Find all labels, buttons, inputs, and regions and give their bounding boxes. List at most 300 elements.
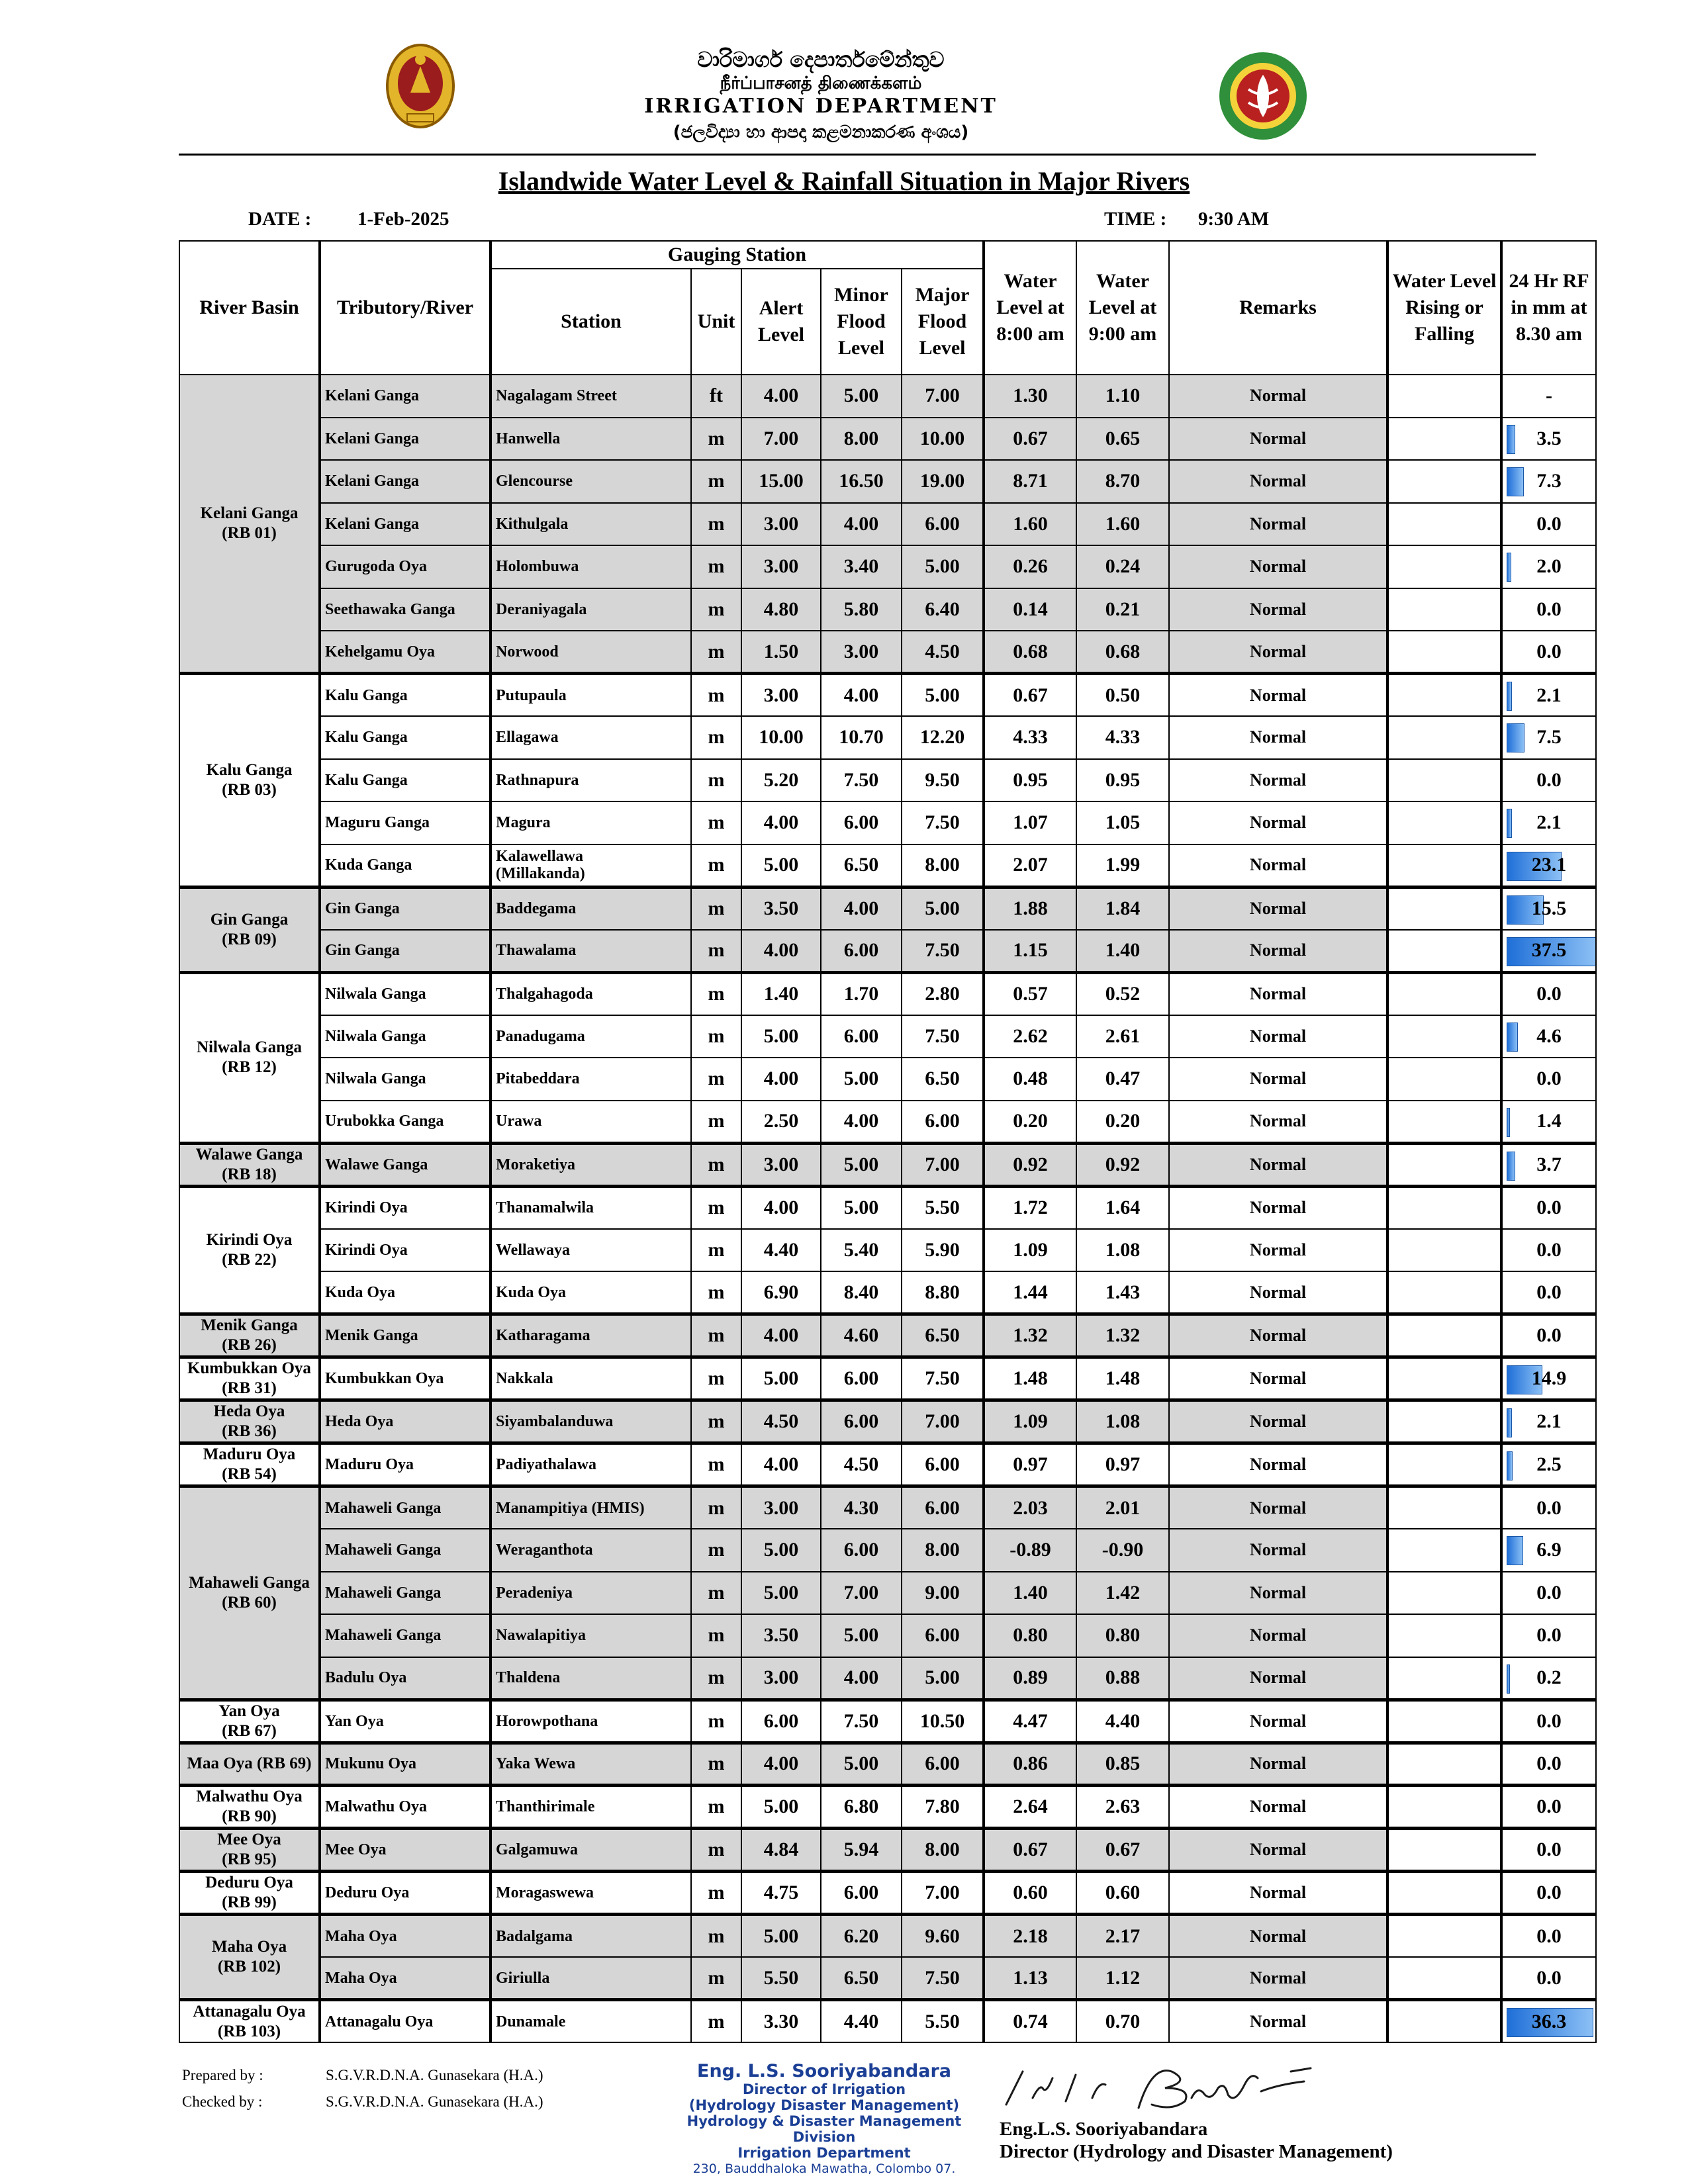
tributory-cell: Kalu Ganga <box>320 759 491 802</box>
tributory-cell: Menik Ganga <box>320 1314 491 1357</box>
tributory-cell: Malwathu Oya <box>320 1786 491 1829</box>
remarks-cell: Normal <box>1169 1101 1387 1144</box>
table-row <box>179 631 1596 674</box>
water-level-8am-cell: 2.62 <box>984 1015 1076 1058</box>
water-level-8am-cell: 1.60 <box>984 503 1076 546</box>
rainfall-cell <box>1501 1357 1596 1400</box>
remarks-cell: Normal <box>1169 1786 1387 1829</box>
station-cell: Baddegama <box>491 887 691 930</box>
table-row <box>179 1357 1596 1400</box>
table-row <box>179 1271 1596 1314</box>
remarks-cell: Normal <box>1169 2000 1387 2043</box>
unit-cell: m <box>691 545 741 588</box>
signer-name: Eng.L.S. Sooriyabandara <box>1000 2118 1208 2140</box>
station-cell: Thaldena <box>491 1657 691 1700</box>
water-level-9am-cell: 0.47 <box>1076 1058 1169 1101</box>
station-cell: Galgamuwa <box>491 1829 691 1872</box>
unit-cell: m <box>691 1101 741 1144</box>
rainfall-cell <box>1501 503 1596 546</box>
rainfall-cell <box>1501 1529 1596 1572</box>
table-row <box>179 1186 1596 1229</box>
major-flood-cell: 6.00 <box>902 1101 984 1144</box>
unit-cell: m <box>691 674 741 717</box>
rainfall-cell <box>1501 1229 1596 1272</box>
table-row <box>179 1314 1596 1357</box>
alert-level-cell: 3.00 <box>741 503 821 546</box>
alert-level-cell: 5.00 <box>741 844 821 887</box>
alert-level-cell: 4.00 <box>741 375 821 418</box>
river-basin-cell <box>179 1357 320 1400</box>
station-cell: Glencourse <box>491 460 691 503</box>
remarks-cell: Normal <box>1169 1314 1387 1357</box>
water-level-8am-cell: 0.86 <box>984 1743 1076 1786</box>
water-level-8am-cell: 2.03 <box>984 1486 1076 1529</box>
river-basin-label: (RB 99) <box>222 1893 277 1911</box>
department-name-english: IRRIGATION DEPARTMENT <box>644 95 998 118</box>
river-basin-label: (RB 01) <box>222 524 277 542</box>
minor-flood-cell: 4.00 <box>821 503 902 546</box>
remarks-cell: Normal <box>1169 588 1387 631</box>
tributory-cell: Kuda Ganga <box>320 844 491 887</box>
unit-cell: m <box>691 588 741 631</box>
unit-cell: m <box>691 1700 741 1743</box>
minor-flood-cell: 6.00 <box>821 1872 902 1915</box>
rainfall-bar <box>1507 467 1524 496</box>
tributory-cell: Nilwala Ganga <box>320 972 491 1015</box>
remarks-cell: Normal <box>1169 844 1387 887</box>
remarks-cell: Normal <box>1169 930 1387 973</box>
station-cell: Deraniyagala <box>491 588 691 631</box>
rising-falling-cell <box>1387 716 1501 759</box>
rising-falling-cell <box>1387 1872 1501 1915</box>
rainfall-value: 0.0 <box>1536 1882 1562 1903</box>
rising-falling-cell <box>1387 631 1501 674</box>
rainfall-value: 0.0 <box>1536 1796 1562 1817</box>
minor-flood-cell: 3.00 <box>821 631 902 674</box>
rainfall-value: 3.5 <box>1536 427 1562 449</box>
alert-level-cell: 4.00 <box>741 801 821 844</box>
minor-flood-cell: 1.70 <box>821 972 902 1015</box>
station-cell: Peradeniya <box>491 1572 691 1615</box>
water-level-9am-cell: 1.60 <box>1076 503 1169 546</box>
water-level-8am-cell: 0.57 <box>984 972 1076 1015</box>
rainfall-cell <box>1501 674 1596 717</box>
water-level-9am-cell: 1.42 <box>1076 1572 1169 1615</box>
rainfall-bar <box>1507 682 1512 711</box>
station-cell: Yaka Wewa <box>491 1743 691 1786</box>
rainfall-bar <box>1507 1408 1512 1437</box>
major-flood-cell: 6.50 <box>902 1058 984 1101</box>
unit-cell: m <box>691 1400 741 1443</box>
rainfall-value: 4.6 <box>1536 1024 1562 1047</box>
table-row <box>179 1915 1596 1958</box>
major-flood-cell: 2.80 <box>902 972 984 1015</box>
remarks-cell: Normal <box>1169 375 1387 418</box>
rising-falling-cell <box>1387 972 1501 1015</box>
remarks-cell: Normal <box>1169 1486 1387 1529</box>
alert-level-cell: 3.00 <box>741 1486 821 1529</box>
rainfall-cell <box>1501 631 1596 674</box>
table-row <box>179 1229 1596 1272</box>
rainfall-cell <box>1501 1614 1596 1657</box>
water-level-9am-cell: 0.92 <box>1076 1143 1169 1186</box>
unit-cell: m <box>691 1314 741 1357</box>
alert-level-cell: 5.00 <box>741 1529 821 1572</box>
station-cell: Manampitiya (HMIS) <box>491 1486 691 1529</box>
water-level-8am-cell: 0.68 <box>984 631 1076 674</box>
minor-flood-cell: 7.50 <box>821 1700 902 1743</box>
alert-level-cell: 6.90 <box>741 1271 821 1314</box>
rainfall-cell <box>1501 1314 1596 1357</box>
rising-falling-cell <box>1387 545 1501 588</box>
department-name-block <box>523 46 1119 146</box>
major-flood-cell: 12.20 <box>902 716 984 759</box>
table-row <box>179 460 1596 503</box>
department-name-tamil: நீர்ப்பாசனத் திணைக்களம் <box>720 73 922 93</box>
rainfall-value: 15.5 <box>1531 897 1567 919</box>
remarks-cell: Normal <box>1169 1700 1387 1743</box>
water-level-8am-cell: 0.67 <box>984 674 1076 717</box>
rising-falling-cell <box>1387 844 1501 887</box>
rainfall-bar <box>1507 1023 1518 1052</box>
major-flood-cell: 7.50 <box>902 1357 984 1400</box>
table-row <box>179 1529 1596 1572</box>
rainfall-cell <box>1501 545 1596 588</box>
irrigation-department-logo-icon <box>1217 50 1309 142</box>
alert-level-cell: 4.80 <box>741 588 821 631</box>
rainfall-value: 0.0 <box>1536 1966 1562 1989</box>
rainfall-cell <box>1501 1143 1596 1186</box>
water-level-8am-cell: 0.89 <box>984 1657 1076 1700</box>
unit-cell: m <box>691 1357 741 1400</box>
col-header-gauging-station: Gauging Station <box>491 241 984 269</box>
station-cell: Moragaswewa <box>491 1872 691 1915</box>
rainfall-cell <box>1501 1400 1596 1443</box>
water-level-8am-cell: 1.44 <box>984 1271 1076 1314</box>
water-level-9am-cell: 0.65 <box>1076 418 1169 461</box>
station-cell: Moraketiya <box>491 1143 691 1186</box>
table-row <box>179 1486 1596 1529</box>
minor-flood-cell: 5.40 <box>821 1229 902 1272</box>
rainfall-cell <box>1501 930 1596 973</box>
station-cell: Thalgahagoda <box>491 972 691 1015</box>
river-basin-label: Kelani Ganga <box>200 504 299 522</box>
table-row <box>179 1058 1596 1101</box>
time-label: TIME : <box>1104 208 1167 230</box>
major-flood-cell: 6.40 <box>902 588 984 631</box>
date-label: DATE : <box>248 208 312 230</box>
major-flood-cell: 9.00 <box>902 1572 984 1615</box>
station-cell: Kalawellawa (Millakanda) <box>491 844 691 887</box>
table-row <box>179 545 1596 588</box>
alert-level-cell: 4.75 <box>741 1872 821 1915</box>
rainfall-cell <box>1501 418 1596 461</box>
stamp-line: Hydrology & Disaster Management Division <box>686 2113 962 2145</box>
signer-block <box>1000 2118 1393 2163</box>
station-cell: Ellagawa <box>491 716 691 759</box>
major-flood-cell: 9.50 <box>902 759 984 802</box>
river-basin-label: (RB 60) <box>222 1593 277 1612</box>
table-row <box>179 2000 1596 2043</box>
unit-cell: m <box>691 503 741 546</box>
rainfall-value: 0.0 <box>1536 1324 1562 1346</box>
tributory-cell: Nilwala Ganga <box>320 1058 491 1101</box>
col-header-water-level-9am: Water Level at 9:00 am <box>1076 241 1169 375</box>
major-flood-cell: 10.00 <box>902 418 984 461</box>
rainfall-value: 7.3 <box>1536 470 1562 492</box>
water-level-9am-cell: -0.90 <box>1076 1529 1169 1572</box>
major-flood-cell: 7.50 <box>902 801 984 844</box>
col-header-rising-falling: Water Level Rising or Falling <box>1387 241 1501 375</box>
rainfall-value: 1.4 <box>1536 1110 1562 1132</box>
rising-falling-cell <box>1387 1357 1501 1400</box>
rainfall-bar <box>1507 1664 1510 1694</box>
col-header-unit: Unit <box>691 269 741 375</box>
water-level-9am-cell: 0.88 <box>1076 1657 1169 1700</box>
major-flood-cell: 9.60 <box>902 1915 984 1958</box>
minor-flood-cell: 5.00 <box>821 375 902 418</box>
remarks-cell: Normal <box>1169 1400 1387 1443</box>
alert-level-cell: 15.00 <box>741 460 821 503</box>
rainfall-value: 0.0 <box>1536 1281 1562 1303</box>
remarks-cell: Normal <box>1169 1915 1387 1958</box>
minor-flood-cell: 5.00 <box>821 1614 902 1657</box>
rainfall-value: 0.0 <box>1536 1238 1562 1261</box>
river-basin-cell <box>179 887 320 972</box>
col-header-alert-level: Alert Level <box>741 269 821 375</box>
tributory-cell: Walawe Ganga <box>320 1143 491 1186</box>
unit-cell: m <box>691 1743 741 1786</box>
alert-level-cell: 5.20 <box>741 759 821 802</box>
remarks-cell: Normal <box>1169 1572 1387 1615</box>
rainfall-value: 2.1 <box>1536 684 1562 706</box>
minor-flood-cell: 5.00 <box>821 1186 902 1229</box>
col-header-rainfall: 24 Hr RF in mm at 8.30 am <box>1501 241 1596 375</box>
water-level-8am-cell: 1.09 <box>984 1229 1076 1272</box>
river-basin-cell <box>179 674 320 887</box>
rainfall-value: 0.0 <box>1536 1839 1562 1860</box>
major-flood-cell: 7.00 <box>902 1400 984 1443</box>
river-basin-label: Attanagalu Oya <box>193 2002 306 2021</box>
station-cell: Nagalagam Street <box>491 375 691 418</box>
rainfall-value: 0.0 <box>1536 1581 1562 1604</box>
rising-falling-cell <box>1387 1101 1501 1144</box>
minor-flood-cell: 6.50 <box>821 844 902 887</box>
river-basin-cell <box>179 1872 320 1915</box>
unit-cell: m <box>691 887 741 930</box>
rising-falling-cell <box>1387 588 1501 631</box>
tributory-cell: Kelani Ganga <box>320 375 491 418</box>
water-level-9am-cell: 2.63 <box>1076 1786 1169 1829</box>
document-header <box>179 40 1529 152</box>
unit-cell: m <box>691 631 741 674</box>
water-level-9am-cell: 1.12 <box>1076 1957 1169 2000</box>
rising-falling-cell <box>1387 1657 1501 1700</box>
station-cell: Nakkala <box>491 1357 691 1400</box>
station-cell: Horowpothana <box>491 1700 691 1743</box>
station-cell: Giriulla <box>491 1957 691 2000</box>
major-flood-cell: 5.00 <box>902 887 984 930</box>
unit-cell: m <box>691 1915 741 1958</box>
minor-flood-cell: 6.20 <box>821 1915 902 1958</box>
table-row <box>179 1957 1596 2000</box>
rainfall-cell <box>1501 844 1596 887</box>
alert-level-cell: 4.00 <box>741 1058 821 1101</box>
rainfall-value: 2.1 <box>1536 1410 1562 1432</box>
water-level-9am-cell: 4.33 <box>1076 716 1169 759</box>
table-row <box>179 674 1596 717</box>
unit-cell: m <box>691 1015 741 1058</box>
river-basin-label: Deduru Oya <box>205 1874 293 1891</box>
remarks-cell: Normal <box>1169 759 1387 802</box>
rising-falling-cell <box>1387 1957 1501 2000</box>
prepared-by-name: S.G.V.R.D.N.A. Gunasekara (H.A.) <box>326 2067 543 2083</box>
rainfall-cell <box>1501 1101 1596 1144</box>
rising-falling-cell <box>1387 1400 1501 1443</box>
water-level-8am-cell: 1.88 <box>984 887 1076 930</box>
alert-level-cell: 3.00 <box>741 545 821 588</box>
rainfall-value: 0.0 <box>1536 983 1562 1005</box>
minor-flood-cell: 6.00 <box>821 1357 902 1400</box>
remarks-cell: Normal <box>1169 1143 1387 1186</box>
stamp-line: (Hydrology Disaster Management) <box>688 2097 960 2113</box>
signer-title: Director (Hydrology and Disaster Management) <box>1000 2141 1393 2162</box>
major-flood-cell: 8.00 <box>902 844 984 887</box>
minor-flood-cell: 10.70 <box>821 716 902 759</box>
rising-falling-cell <box>1387 1486 1501 1529</box>
river-basin-label: Maha Oya <box>211 1938 287 1956</box>
rainfall-cell <box>1501 375 1596 418</box>
minor-flood-cell: 6.00 <box>821 801 902 844</box>
water-level-8am-cell: 1.09 <box>984 1400 1076 1443</box>
alert-level-cell: 4.84 <box>741 1829 821 1872</box>
alert-level-cell: 4.00 <box>741 1186 821 1229</box>
rainfall-value: 37.5 <box>1531 939 1567 961</box>
unit-cell: m <box>691 759 741 802</box>
rainfall-cell <box>1501 1015 1596 1058</box>
rainfall-cell <box>1501 460 1596 503</box>
major-flood-cell: 8.00 <box>902 1829 984 1872</box>
river-basin-label: Gin Ganga <box>210 910 289 929</box>
river-basin-label: Kirindi Oya <box>206 1230 293 1249</box>
minor-flood-cell: 4.50 <box>821 1443 902 1486</box>
major-flood-cell: 5.00 <box>902 545 984 588</box>
river-basin-label: Heda Oya <box>213 1402 285 1420</box>
water-level-8am-cell: 0.67 <box>984 1829 1076 1872</box>
table-row <box>179 418 1596 461</box>
major-flood-cell: 6.50 <box>902 1314 984 1357</box>
rainfall-cell <box>1501 801 1596 844</box>
major-flood-cell: 7.80 <box>902 1786 984 1829</box>
rising-falling-cell <box>1387 1314 1501 1357</box>
rainfall-value: 7.5 <box>1536 726 1562 749</box>
alert-level-cell: 3.30 <box>741 2000 821 2043</box>
rainfall-bar <box>1507 1451 1513 1480</box>
rainfall-value: 0.2 <box>1536 1666 1562 1688</box>
river-basin-label: (RB 54) <box>222 1465 277 1483</box>
rainfall-cell <box>1501 1700 1596 1743</box>
minor-flood-cell: 3.40 <box>821 545 902 588</box>
water-level-9am-cell: 1.48 <box>1076 1357 1169 1400</box>
water-level-9am-cell: 1.40 <box>1076 930 1169 973</box>
water-level-table <box>179 240 1597 2043</box>
water-level-9am-cell: 1.08 <box>1076 1400 1169 1443</box>
rainfall-value: 14.9 <box>1531 1367 1567 1389</box>
table-row <box>179 1743 1596 1786</box>
rainfall-value: 23.1 <box>1531 854 1567 876</box>
river-basin-label: (RB 18) <box>222 1165 277 1183</box>
remarks-cell: Normal <box>1169 1058 1387 1101</box>
water-level-8am-cell: 1.32 <box>984 1314 1076 1357</box>
major-flood-cell: 5.50 <box>902 1186 984 1229</box>
unit-cell: m <box>691 1872 741 1915</box>
river-basin-label: Walawe Ganga <box>195 1145 303 1163</box>
tributory-cell: Maha Oya <box>320 1957 491 2000</box>
unit-cell: m <box>691 1443 741 1486</box>
major-flood-cell: 7.00 <box>902 1143 984 1186</box>
rainfall-value: - <box>1546 385 1553 407</box>
river-basin-label: Mahaweli Ganga <box>189 1573 310 1592</box>
major-flood-cell: 7.50 <box>902 1015 984 1058</box>
rainfall-bar <box>1507 723 1524 752</box>
rainfall-cell <box>1501 1058 1596 1101</box>
col-header-river-basin: River Basin <box>179 241 320 375</box>
minor-flood-cell: 5.00 <box>821 1058 902 1101</box>
rising-falling-cell <box>1387 1786 1501 1829</box>
water-level-9am-cell: 0.60 <box>1076 1872 1169 1915</box>
station-cell: Padiyathalawa <box>491 1443 691 1486</box>
river-basin-label: Maduru Oya <box>203 1445 296 1463</box>
river-basin-cell <box>179 1314 320 1357</box>
unit-cell: m <box>691 801 741 844</box>
river-basin-label: (RB 31) <box>222 1379 277 1397</box>
rainfall-value: 2.0 <box>1536 555 1562 578</box>
remarks-cell: Normal <box>1169 1443 1387 1486</box>
rising-falling-cell <box>1387 1743 1501 1786</box>
rising-falling-cell <box>1387 1186 1501 1229</box>
unit-cell: m <box>691 1614 741 1657</box>
station-cell: Pitabeddara <box>491 1058 691 1101</box>
rainfall-cell <box>1501 887 1596 930</box>
rainfall-cell <box>1501 1271 1596 1314</box>
handwritten-signature-icon <box>993 2058 1337 2118</box>
station-cell: Urawa <box>491 1101 691 1144</box>
water-level-9am-cell: 0.97 <box>1076 1443 1169 1486</box>
tributory-cell: Kirindi Oya <box>320 1229 491 1272</box>
rising-falling-cell <box>1387 375 1501 418</box>
minor-flood-cell: 6.00 <box>821 930 902 973</box>
remarks-cell: Normal <box>1169 1614 1387 1657</box>
minor-flood-cell: 5.94 <box>821 1829 902 1872</box>
tributory-cell: Kehelgamu Oya <box>320 631 491 674</box>
major-flood-cell: 10.50 <box>902 1700 984 1743</box>
tributory-cell: Badulu Oya <box>320 1657 491 1700</box>
river-basin-label: (RB 22) <box>222 1250 277 1269</box>
rainfall-value: 0.0 <box>1536 1624 1562 1647</box>
station-cell: Hanwella <box>491 418 691 461</box>
rising-falling-cell <box>1387 503 1501 546</box>
rainfall-bar <box>1507 1152 1515 1181</box>
water-level-9am-cell: 0.70 <box>1076 2000 1169 2043</box>
minor-flood-cell: 4.00 <box>821 1657 902 1700</box>
remarks-cell: Normal <box>1169 460 1387 503</box>
tributory-cell: Gurugoda Oya <box>320 545 491 588</box>
remarks-cell: Normal <box>1169 674 1387 717</box>
table-row <box>179 930 1596 973</box>
rainfall-cell <box>1501 2000 1596 2043</box>
alert-level-cell: 1.40 <box>741 972 821 1015</box>
stamp-line: Irrigation Department <box>737 2145 911 2161</box>
